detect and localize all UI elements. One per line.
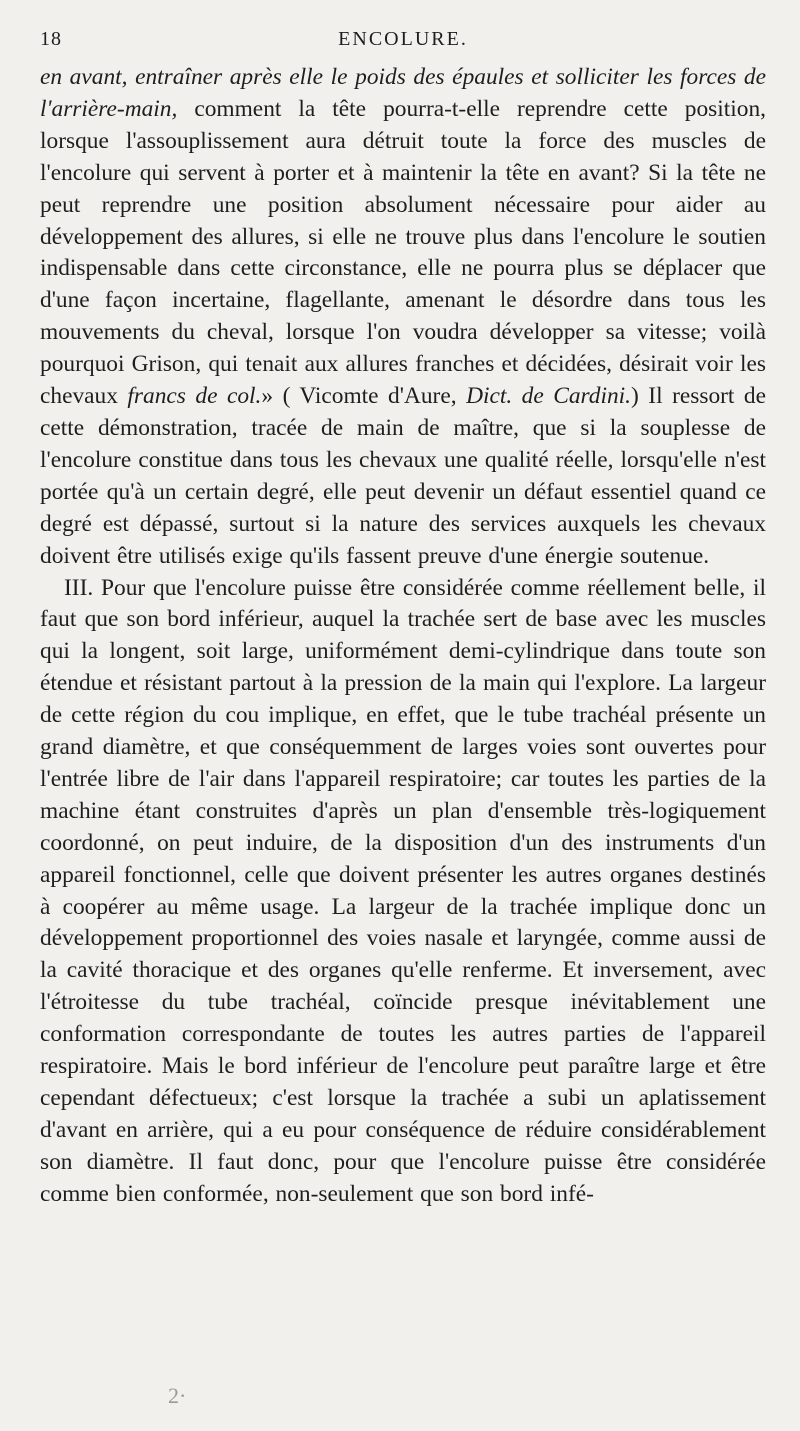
text-run: ) Il ressort de cette démonstration, tracée de main de maître, que si la souplesse de l'encolure constitue dans tous les chevaux une qualité réelle, lorsqu'elle n'est portée qu'à un certain degré, elle peut devenir un défaut essentiel quand ce degré est dépassé, surtout si la nature des services auxquels les chevaux doivent être utilisés exige qu'ils fassent preuve d'une énergie soutenue.	[40, 383, 766, 569]
italic-citation: Dict. de Cardini.	[466, 383, 632, 410]
text-run: » ( Vicomte d'Aure,	[261, 383, 467, 410]
paragraph-continuation	[40, 62, 766, 573]
italic-phrase: francs de col.	[127, 383, 262, 410]
running-head	[40, 26, 766, 62]
italic-phrase: en avant, entraîner après elle le poids des épaules et solliciter les forces de l'arrière-main,	[40, 64, 766, 122]
paragraph-section-iii: III. Pour que l'encolure puisse être considérée comme réellement belle, il faut que son bord inférieur, auquel la trachée sert de base avec les muscles qui la longent, soit large, uniformément demi-cylindrique dans toute son étendue et résistant partout à la pression de la main qui l'explore. La largeur de cette région du cou implique, en effet, que le tube trachéal présente un grand diamètre, et que conséquemment de larges voies sont ouvertes pour l'entrée libre de l'air dans l'appareil respiratoire; car toutes les parties de la machine étant construites d'après un plan d'ensemble très-logiquement coordonné, on peut induire, de la disposition d'un des instruments d'un appareil fonctionnel, celle que doivent présenter les autres organes destinés à coopérer au même usage. La largeur de la trachée implique donc un développement proportionnel des voies nasale et laryngée, comme aussi de la cavité thoracique et des organes qu'elle renferme. Et inversement, avec l'étroitesse du tube trachéal, coïncide presque inévitablement une conformation correspondante de toutes les autres parties de l'appareil respiratoire. Mais le bord inférieur de l'encolure peut paraître large et être cependant défectueux; c'est lorsque la trachée a subi un aplatissement d'avant en arrière, qui a eu pour conséquence de réduire considérablement son diamètre. Il faut donc, pour que l'encolure puisse être considérée comme bien conformée, non-seulement que son bord infé-	[40, 574, 766, 1207]
body-text	[40, 62, 766, 1211]
signature-mark: 2·	[168, 1383, 187, 1408]
page-number: 18	[40, 28, 62, 50]
text-run: comment la tête pourra-t-elle reprendre cette position, lorsque l'assouplissement aura détruit toute la force des muscles de l'encolure qui servent à porter et à maintenir la tête en avant? Si la tête ne peut reprendre une position absolument nécessaire pour aider au développement des allures, si elle ne trouve plus dans l'encolure le soutien indispensable dans cette circonstance, elle ne pourra plus se déplacer que d'une façon incertaine, flagellante, amenant le désordre dans tous les mouvements du cheval, lorsque l'on voudra développer sa vitesse; voilà pourquoi Grison, qui tenait aux allures franches et décidées, désirait voir les chevaux	[40, 95, 766, 410]
running-header-title: ENCOLURE.	[338, 28, 468, 50]
